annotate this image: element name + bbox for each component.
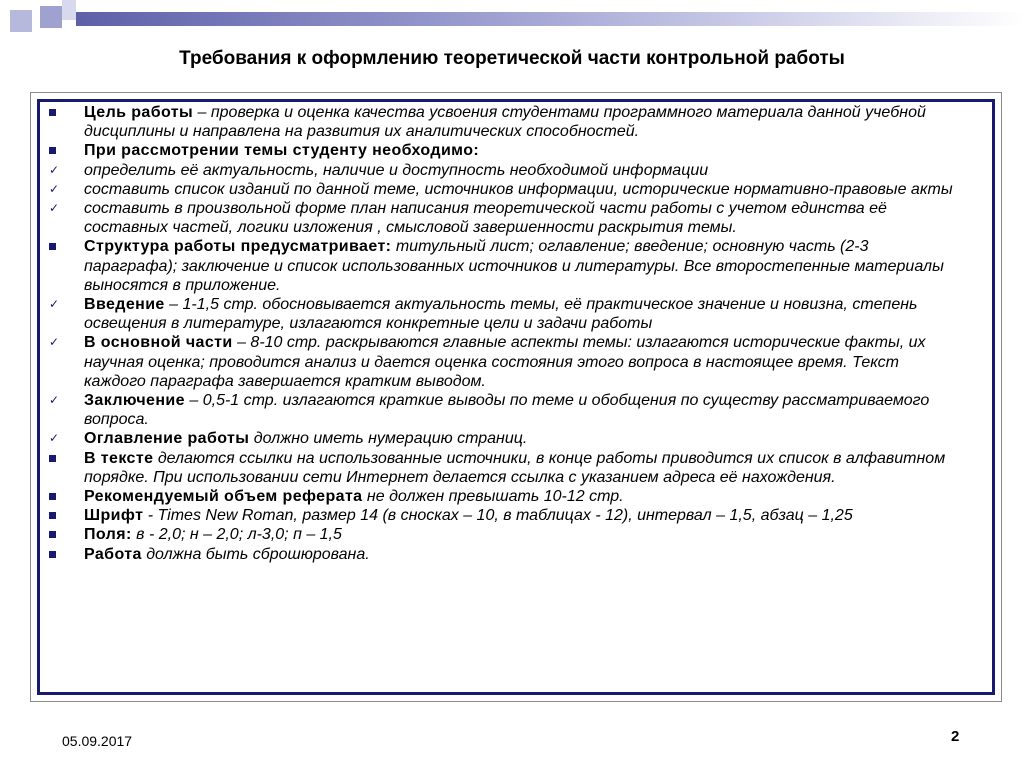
- list-item: [44, 487, 964, 506]
- item-heading: При рассмотрении темы студенту необходимо:: [84, 142, 480, 160]
- item-text: – 0,5-1 стр. излагаются краткие выводы по теме и обобщения по существу рассматриваемого вопроса.: [84, 392, 930, 429]
- header-decoration: [0, 0, 1024, 40]
- check-mark-icon: ✓: [48, 393, 60, 408]
- list-item: [44, 391, 964, 429]
- item-heading: Рекомендуемый объем реферата: [84, 488, 363, 506]
- item-heading: В тексте: [84, 449, 154, 467]
- item-text: должна быть сброшюрована.: [141, 545, 370, 563]
- slide-title: Требования к оформлению теоретической части контрольной работы: [179, 48, 845, 69]
- check-mark-icon: ✓: [48, 335, 60, 350]
- list-item: [44, 525, 964, 544]
- page-number: 2: [951, 728, 960, 745]
- list-item: [44, 161, 964, 180]
- check-mark-icon: ✓: [48, 181, 60, 196]
- item-heading: Работа: [84, 545, 142, 563]
- requirements-list: [44, 103, 964, 564]
- item-text: составить список изданий по данной теме, источников информации, исторические нормативно-правовые акты: [84, 180, 953, 198]
- list-item: [44, 199, 964, 237]
- item-text: в - 2,0; н – 2,0; л-3,0; п – 1,5: [131, 526, 342, 544]
- check-mark-icon: ✓: [48, 297, 60, 312]
- item-heading: Цель работы: [84, 104, 194, 121]
- item-text: делаются ссылки на использованные источники, в конце работы приводится их список в алфавитном порядке. При использовании сети Интернет делается ссылка с указанием адреса её нахождения.: [84, 449, 946, 486]
- list-item: [44, 141, 964, 160]
- list-item: [44, 180, 964, 199]
- check-mark-icon: ✓: [48, 431, 60, 446]
- check-mark-icon: ✓: [48, 162, 60, 177]
- item-heading: Оглавление работы: [84, 430, 250, 448]
- list-item: [44, 237, 964, 295]
- item-heading: Шрифт: [84, 507, 144, 525]
- decor-square: [62, 0, 76, 20]
- item-text: – 8-10 стр. раскрываются главные аспекты темы: излагаются исторические факты, их научная оценка; проводится анализ и дается оценка состояния этого вопроса в настоящее время. Текст каждого параграфа завершается кратким выводом.: [84, 334, 926, 390]
- list-item: [44, 449, 964, 487]
- item-text: титульный лист; оглавление; введение; основную часть (2-3 параграфа); заключение и список использованных источников и литературы. Все второстепенные материалы выносятся в приложение.: [84, 238, 944, 294]
- item-heading: Поля:: [84, 526, 132, 544]
- item-text: – 1-1,5 стр. обосновывается актуальность темы, её практическое значение и новизна, степень освещения в литературе, излагаются конкретные цели и задачи работы: [84, 296, 918, 333]
- item-text: – проверка и оценка качества усвоения студентами программного материала данной учебной дисциплины и направлена на развития их аналитических способностей.: [84, 104, 926, 141]
- list-item: [44, 103, 964, 141]
- list-item: [44, 333, 964, 391]
- item-heading: Структура работы предусматривает:: [84, 238, 392, 256]
- list-item: [44, 295, 964, 333]
- slide-date: 05.09.2017: [62, 733, 133, 749]
- item-heading: Введение: [84, 296, 165, 314]
- item-text: составить в произвольной форме план написания теоретической части работы с учетом единства её составных частей, логики изложения , смысловой завершенности раскрытия темы.: [84, 200, 887, 237]
- item-text: должно иметь нумерацию страниц.: [249, 430, 528, 448]
- item-text: - Times New Roman, размер 14 (в сносках – 10, в таблицах - 12), интервал – 1,5, абзац – 1,25: [143, 507, 853, 525]
- item-heading: Заключение: [84, 392, 185, 410]
- list-item: [44, 545, 964, 564]
- gradient-band: [76, 12, 1024, 26]
- check-mark-icon: ✓: [48, 201, 60, 216]
- decor-square: [10, 10, 32, 32]
- item-heading: В основной части: [84, 334, 233, 352]
- list-item: [44, 429, 964, 448]
- list-item: [44, 506, 964, 525]
- item-text: определить её актуальность, наличие и доступность необходимой информации: [84, 161, 709, 179]
- item-text: не должен превышать 10-12 стр.: [362, 488, 624, 506]
- decor-square: [40, 6, 62, 28]
